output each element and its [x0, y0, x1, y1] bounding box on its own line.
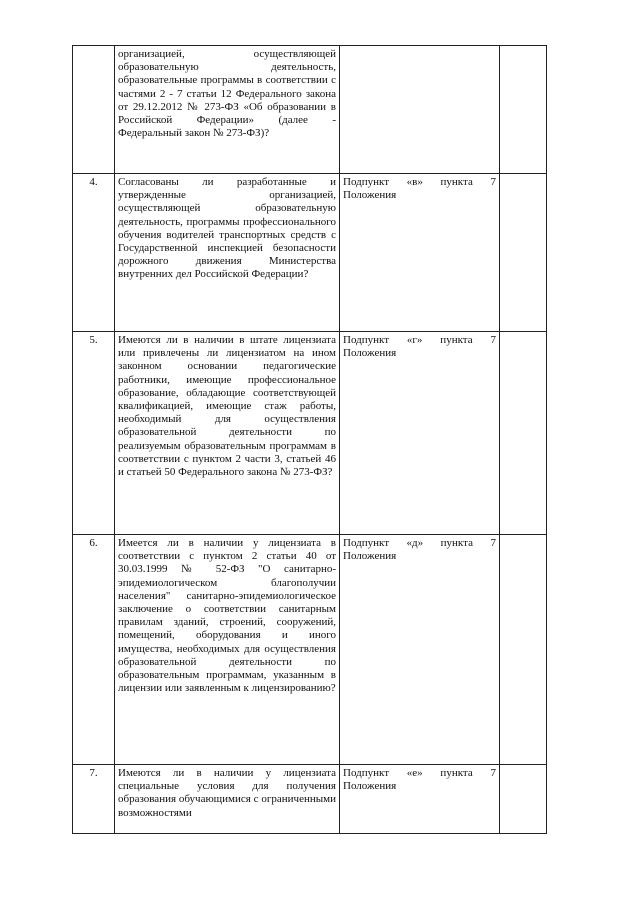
legal-basis: Подпункт «е» пункта 7 Положения — [340, 765, 500, 834]
table-row — [73, 46, 547, 174]
row-number: 7. — [73, 765, 115, 834]
row-number: 6. — [73, 535, 115, 765]
question-text: Имеется ли в наличии у лицензиата в соответствии с пунктом 2 статьи 40 от 30.03.1999 № 52-ФЗ "О санитарно-эпидемиологическом благополучии населения" санитарно-эпидемиологическое заключение о соответствии санитарным правилам зданий, строений, сооружений, помещений, оборудования и иного имущества, необходимых для осуществления образовательной деятельности по образовательным программам, указанным в лицензии или заявленным к лицензированию? — [115, 535, 340, 765]
answer-cell — [500, 535, 547, 765]
answer-cell — [500, 46, 547, 174]
row-number: 4. — [73, 174, 115, 332]
legal-basis: Подпункт «г» пункта 7 Положения — [340, 332, 500, 535]
question-text: Согласованы ли разработанные и утвержденные организацией, осуществляющей образовательную деятельность, программы профессионального обучения водителей транспортных средств с Государственной инспекцией безопасности дорожного движения Министерства внутренних дел Российской Федерации? — [115, 174, 340, 332]
answer-cell — [500, 332, 547, 535]
table-row — [73, 535, 547, 765]
legal-basis: Подпункт «д» пункта 7 Положения — [340, 535, 500, 765]
question-text: организацией, осуществляющей образовательную деятельность, образовательные программы в соответствии с частями 2 - 7 статьи 12 Федерального закона от 29.12.2012 № 273-ФЗ «Об образовании в Российской Федерации» (далее - Федеральный закон № 273-ФЗ)? — [115, 46, 340, 174]
table-row — [73, 332, 547, 535]
row-number — [73, 46, 115, 174]
legal-basis — [340, 46, 500, 174]
question-text: Имеются ли в наличии у лицензиата специальные условия для получения образования обучающимися с ограниченными возможностями — [115, 765, 340, 834]
answer-cell — [500, 174, 547, 332]
legal-basis: Подпункт «в» пункта 7 Положения — [340, 174, 500, 332]
table-row — [73, 174, 547, 332]
checklist-table — [72, 45, 547, 834]
row-number: 5. — [73, 332, 115, 535]
question-text: Имеются ли в наличии в штате лицензиата или привлечены ли лицензиатом на ином законном основании педагогические работники, имеющие профессиональное образование, обладающие соответствующей квалификацией, имеющие стаж работы, необходимый для осуществления образовательной деятельности по реализуемым образовательным программам в соответствии с пунктом 2 части 3, статьей 46 и статьей 50 Федерального закона № 273-ФЗ? — [115, 332, 340, 535]
table-row — [73, 765, 547, 834]
answer-cell — [500, 765, 547, 834]
